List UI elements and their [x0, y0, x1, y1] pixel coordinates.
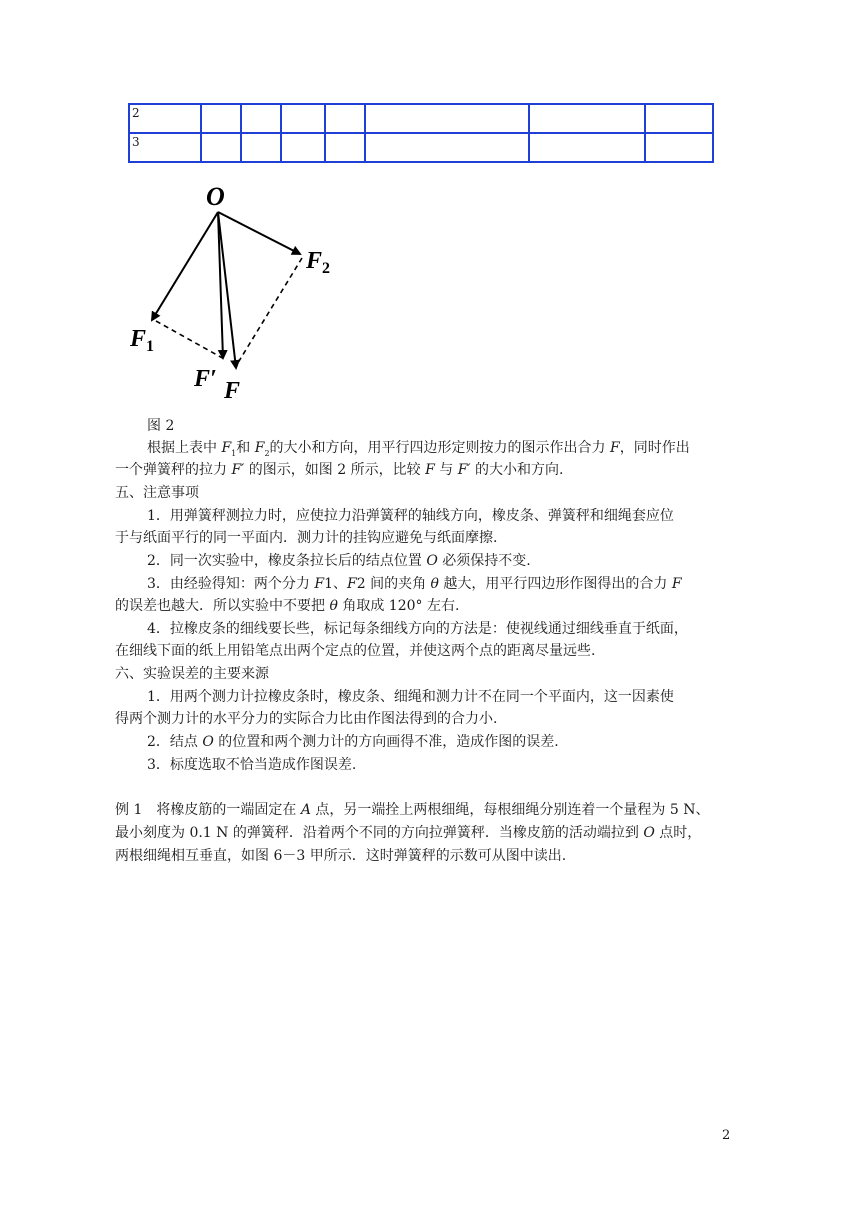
text: 和: [236, 440, 255, 456]
section-6-item-1-line-2: 得两个测力计的水平分力的实际合力比由作图法得到的合力小.: [115, 711, 498, 727]
section-5-item-1-line-1: 1．用弹簧秤测拉力时，应使拉力沿弹簧秤的轴线方向，橡皮条、弹簧秤和细绳套应位: [147, 508, 674, 524]
label-f-prime: F′: [194, 366, 217, 392]
section-5-item-4-line-2: 在细线下面的纸上用铅笔点出两个定点的位置，并使这两个点的距离尽量远些.: [115, 643, 596, 659]
var-f: F: [314, 576, 325, 592]
f1-arrow: [152, 212, 218, 320]
var-f1: F: [221, 440, 232, 456]
force-parallelogram-figure: [126, 178, 346, 404]
text: 越大，用平行四边形作图得出的合力: [438, 576, 672, 592]
section-5-item-2: [115, 550, 767, 572]
var-a: A: [300, 802, 311, 818]
example-1-line-3: 两根细绳相互垂直，如图 6－3 甲所示．这时弹簧秤的示数可从图中读出.: [115, 848, 567, 864]
text: 的位置和两个测力计的方向画得不准，造成作图的误差.: [213, 734, 559, 750]
var-o: O: [202, 734, 214, 750]
text: 的误差也越大．所以实验中不要把: [115, 598, 330, 614]
table-cell: [201, 133, 241, 162]
section-5-heading: 五、注意事项: [115, 485, 199, 501]
data-table: [128, 103, 714, 163]
table-cell: [241, 133, 281, 162]
section-6-item-1-line-1: 1．用两个测力计拉橡皮条时，橡皮条、细绳和测力计不在同一个平面内，这一因素使: [147, 689, 674, 705]
section-6-item-3: 3．标度选取不恰当造成作图误差.: [147, 757, 357, 773]
sub-2: 2: [264, 448, 270, 458]
table-cell: [645, 104, 713, 133]
label-f2-sub: 2: [322, 260, 331, 277]
table-cell: [241, 104, 281, 133]
var-theta: θ: [430, 576, 439, 592]
section-5-item-1-line-2: 于与纸面平行的同一平面内．测力计的挂钩应避免与纸面摩擦.: [115, 530, 498, 546]
text: 间的夹角: [365, 576, 431, 592]
var-f: F: [671, 576, 682, 592]
text: 2．结点: [147, 734, 203, 750]
table-cell: [365, 104, 529, 133]
label-f1: [129, 326, 154, 355]
text: 2．同一次实验中，橡皮条拉长后的结点位置: [147, 553, 427, 569]
section-6-heading: 六、实验误差的主要来源: [115, 666, 269, 682]
text: 根据上表中: [147, 440, 222, 456]
text: 点时，: [654, 825, 702, 841]
section-6-item-2: [115, 731, 767, 753]
text: ，同时作出: [619, 440, 690, 456]
text: 、: [333, 576, 347, 592]
table-cell: [325, 133, 365, 162]
section-5-item-4-line-1: 4．拉橡皮条的细线要长些，标记每条细线方向的方法是：使视线通过细线垂直于纸面，: [147, 621, 688, 637]
var-f: F: [609, 440, 620, 456]
var-f: F: [425, 462, 435, 478]
example-1-line-2: [115, 822, 735, 844]
label-o: O: [206, 182, 225, 211]
var-theta: θ: [329, 598, 338, 614]
text: 点，另一端拴上两根细绳，每根细绳分别连着一个量程为 5 N、: [310, 802, 710, 818]
text: 例 1 将橡皮筋的一端固定在: [115, 802, 301, 818]
sub-1: 1: [231, 448, 237, 458]
table-cell: [529, 104, 645, 133]
text: 的大小和方向，用平行四边形定则按力的图示作出合力: [269, 440, 610, 456]
label-f: F: [224, 378, 241, 404]
section-5-item-3-line-2: [115, 595, 735, 617]
figure-caption: 图 2: [147, 418, 175, 434]
var-f-prime: F′: [231, 462, 245, 478]
table-cell-trial: 2: [129, 104, 201, 133]
label-f1-sub: 1: [146, 338, 155, 355]
table-cell: [281, 133, 325, 162]
var-f2: F: [254, 440, 265, 456]
text: 必须保持不变.: [437, 553, 531, 569]
table-row: [129, 104, 713, 133]
label-f1-main: F: [130, 326, 147, 352]
f2-arrow: [218, 212, 300, 254]
dashed-line-f1: [156, 321, 226, 360]
var-f-prime: F′: [457, 462, 471, 478]
label-f2-main: F: [306, 248, 323, 274]
label-f2: [305, 248, 330, 277]
table-cell: [325, 104, 365, 133]
table-cell: [201, 104, 241, 133]
table-cell: [529, 133, 645, 162]
section-5-item-3-line-1: [115, 573, 767, 595]
text: 角取成 120° 左右.: [337, 598, 460, 614]
text: 1: [324, 576, 333, 592]
var-o: O: [643, 825, 655, 841]
text: 的图示，如图 2 所示，比较: [244, 462, 426, 478]
intro-paragraph-line-2: [115, 459, 735, 481]
text: 最小刻度为 0.1 N 的弹簧秤．沿着两个不同的方向拉弹簧秤．当橡皮筋的活动端拉到: [115, 825, 644, 841]
text: 一个弹簧秤的拉力: [115, 462, 232, 478]
page-number: 2: [722, 1128, 731, 1143]
table-cell: [365, 133, 529, 162]
table-cell-trial: 3: [129, 133, 201, 162]
example-1-line-1: [115, 799, 735, 821]
table-row: [129, 133, 713, 162]
text: 的大小和方向.: [470, 462, 564, 478]
dashed-line-f2: [236, 258, 302, 366]
var-o: O: [426, 553, 438, 569]
var-f: F: [347, 576, 357, 592]
table-cell: [281, 104, 325, 133]
text: 2: [356, 576, 366, 592]
text: 3．由经验得知：两个分力: [147, 576, 315, 592]
text: 与: [434, 462, 458, 478]
table-cell: [645, 133, 713, 162]
